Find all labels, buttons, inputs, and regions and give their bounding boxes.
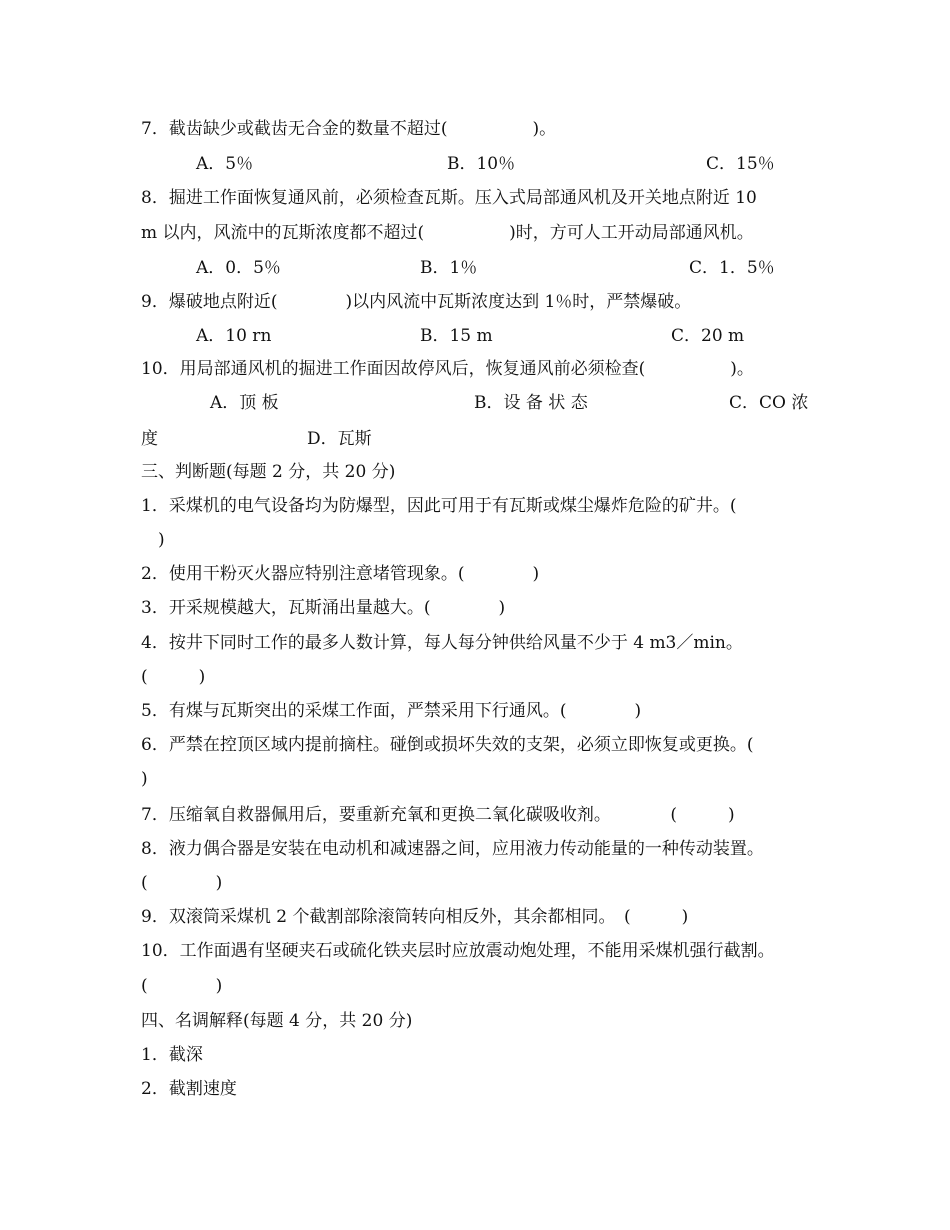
mc-q7-option-b: B．10％ [447,154,516,174]
mc-q8-stem-line2: m 以内，风流中的瓦斯浓度都不超过( )时，方可人工开动局部通风机。 [141,223,754,243]
mc-q7-stem: 7．截齿缺少或截齿无合金的数量不超过( )。 [141,119,557,139]
mc-q7-option-a: A．5％ [196,154,254,174]
mc-q10-stem: 10．用局部通风机的掘进工作面因故停风后，恢复通风前必须检查( )。 [141,359,754,379]
mc-q10-option-a: A．顶 板 [210,393,279,413]
term-1: 1．截深 [141,1045,203,1065]
mc-q9-option-c: C．20 m [671,326,745,346]
term-2: 2．截割速度 [141,1079,237,1099]
tf-q6-line1: 6．严禁在控顶区域内提前摘柱。碰倒或损坏失效的支架，必须立即恢复或更换。( [141,735,754,755]
mc-q7-option-c: C．15％ [706,154,775,174]
tf-q5: 5．有煤与瓦斯突出的采煤工作面，严禁采用下行通风。( ) [141,701,642,721]
mc-q10-option-d: D．瓦斯 [307,429,372,449]
tf-q4-line2: ( ) [141,667,206,687]
mc-q9-stem: 9．爆破地点附近( )以内风流中瓦斯浓度达到 1％时，严禁爆破。 [141,292,692,312]
tf-q6-line2: ) [141,769,148,789]
mc-q9-option-b: B．15 m [420,326,493,346]
tf-q7: 7．压缩氧自救器佩用后，要重新充氧和更换二氧化碳吸收剂。 ( ) [141,805,735,825]
mc-q10-option-c: C．CO 浓 [729,393,809,413]
tf-q10-line2: ( ) [141,976,223,996]
mc-q8-option-a: A．0．5％ [196,258,281,278]
mc-q8-option-b: B．1％ [420,258,478,278]
tf-q3: 3．开采规模越大，瓦斯涌出量越大。( ) [141,598,506,618]
terms-section-heading: 四、名调解释(每题 4 分，共 20 分) [141,1011,413,1031]
tf-q9: 9．双滚筒采煤机 2 个截割部除滚筒转向相反外，其余都相同。 ( ) [141,907,689,927]
tf-section-heading: 三、判断题(每题 2 分，共 20 分) [141,462,396,482]
tf-q2: 2．使用干粉灭火器应特别注意堵管现象。( ) [141,564,540,584]
mc-q10-option-b: B．设 备 状 态 [474,393,588,413]
mc-q8-stem-line1: 8．掘进工作面恢复通风前，必须检查瓦斯。压入式局部通风机及开关地点附近 10 [141,188,757,208]
mc-q10-option-c-continued: 度 [141,429,158,449]
tf-q4-line1: 4．按井下同时工作的最多人数计算，每人每分钟供给风量不少于 4 m3／min。 [141,633,743,653]
tf-q8-line2: ( ) [141,873,223,893]
mc-q8-option-c: C．1．5％ [689,258,775,278]
mc-q9-option-a: A．10 rn [196,326,272,346]
tf-q10-line1: 10．工作面遇有坚硬夹石或硫化铁夹层时应放震动炮处理，不能用采煤机强行截割。 [141,941,775,961]
tf-q1-line2: ) [158,530,165,550]
tf-q8-line1: 8．液力偶合器是安装在电动机和减速器之间，应用液力传动能量的一种传动装置。 [141,839,764,859]
tf-q1-line1: 1．采煤机的电气设备均为防爆型，因此可用于有瓦斯或煤尘爆炸危险的矿井。( [141,496,737,516]
